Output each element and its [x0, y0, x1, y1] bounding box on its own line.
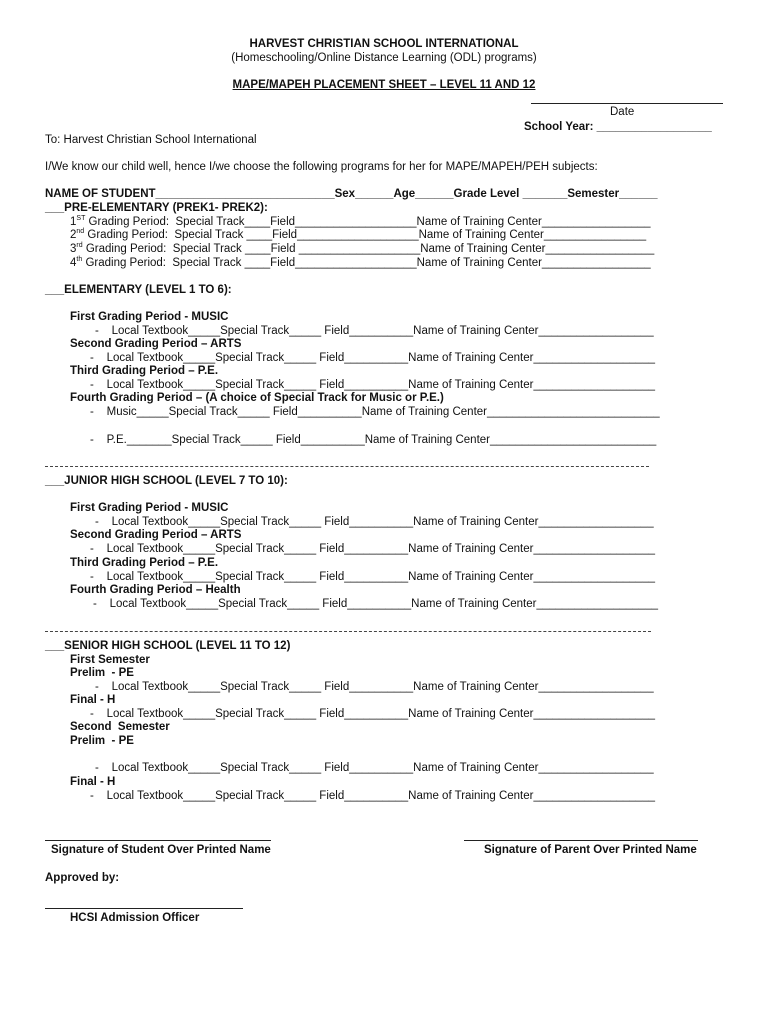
addressee: To: Harvest Christian School International [45, 134, 257, 146]
preelem-period-4[interactable]: 4th Grading Period: Special Track ____Field___________________Name of Training Center_________________ [70, 256, 651, 269]
approved-by-label: Approved by: [45, 872, 120, 884]
date-label: Date [610, 106, 635, 118]
elem-period-3: Third Grading Period – P.E. [70, 365, 219, 377]
elem-period-4-music-option[interactable]: - Music_____Special Track_____ Field__________Name of Training Center___________________________ [90, 406, 660, 418]
student-signature-label: Signature of Student Over Printed Name [51, 844, 271, 856]
shs-sem2-final-option[interactable]: - Local Textbook_____Special Track_____ Field__________Name of Training Center___________________ [90, 790, 655, 802]
jhs-period-4-option[interactable]: - Local Textbook_____Special Track_____ Field__________Name of Training Center___________________ [93, 598, 658, 610]
school-name: HARVEST CHRISTIAN SCHOOL INTERNATIONAL [249, 38, 519, 50]
jhs-period-1: First Grading Period - MUSIC [70, 502, 229, 514]
senior-heading[interactable]: ___SENIOR HIGH SCHOOL (LEVEL 11 TO 12) [45, 640, 291, 652]
elem-period-2-option[interactable]: - Local Textbook_____Special Track_____ Field__________Name of Training Center___________________ [90, 352, 655, 364]
jhs-period-3: Third Grading Period – P.E. [70, 557, 219, 569]
elem-period-3-option[interactable]: - Local Textbook_____Special Track_____ Field__________Name of Training Center___________________ [90, 379, 655, 391]
elem-period-4: Fourth Grading Period – (A choice of Special Track for Music or P.E.) [70, 392, 444, 404]
officer-label: HCSI Admission Officer [70, 912, 200, 924]
shs-first-semester: First Semester [70, 654, 150, 666]
date-line[interactable] [531, 103, 723, 104]
preelem-period-1[interactable]: 1ST Grading Period: Special Track____Field___________________Name of Training Center_________________ [70, 215, 651, 228]
parent-signature-line[interactable] [464, 840, 698, 841]
shs-sem2-prelim-option[interactable]: - Local Textbook_____Special Track_____ Field__________Name of Training Center__________________ [95, 762, 654, 774]
jhs-period-1-option[interactable]: - Local Textbook_____Special Track_____ Field__________Name of Training Center__________________ [95, 516, 654, 528]
elem-period-4-pe-option[interactable]: - P.E._______Special Track_____ Field__________Name of Training Center__________________________ [90, 434, 657, 446]
jhs-period-3-option[interactable]: - Local Textbook_____Special Track_____ Field__________Name of Training Center___________________ [90, 571, 655, 583]
parent-signature-label: Signature of Parent Over Printed Name [484, 844, 697, 856]
shs-sem1-prelim: Prelim - PE [70, 667, 134, 679]
jhs-period-4: Fourth Grading Period – Health [70, 584, 241, 596]
shs-sem2-final: Final - H [70, 776, 116, 788]
preelem-period-2[interactable]: 2nd Grading Period: Special Track ____Field___________________Name of Training Center________________ [70, 228, 647, 241]
student-signature-line[interactable] [45, 840, 271, 841]
section-divider [45, 466, 649, 467]
preelem-period-3[interactable]: 3rd Grading Period: Special Track ____Field ___________________Name of Training Center_________________ [70, 242, 655, 255]
page-title: MAPE/MAPEH PLACEMENT SHEET – LEVEL 11 AND 12 [232, 79, 536, 91]
jhs-period-2-option[interactable]: - Local Textbook_____Special Track_____ Field__________Name of Training Center___________________ [90, 543, 655, 555]
elem-period-2: Second Grading Period – ARTS [70, 338, 242, 350]
elem-period-1-option[interactable]: - Local Textbook_____Special Track_____ Field__________Name of Training Center__________________ [95, 325, 654, 337]
shs-sem1-final: Final - H [70, 694, 116, 706]
shs-sem1-prelim-option[interactable]: - Local Textbook_____Special Track_____ Field__________Name of Training Center__________________ [95, 681, 654, 693]
jhs-period-2: Second Grading Period – ARTS [70, 529, 242, 541]
school-year-field[interactable]: School Year: __________________ [524, 121, 712, 133]
officer-signature-line[interactable] [45, 908, 243, 909]
shs-second-semester: Second Semester [70, 721, 170, 733]
intro-statement: I/We know our child well, hence I/we choose the following programs for her for MAPE/MAPEH/PEH subjects: [45, 161, 598, 173]
program-subtitle: (Homeschooling/Online Distance Learning (ODL) programs) [231, 52, 537, 64]
shs-sem2-prelim: Prelim - PE [70, 735, 134, 747]
shs-sem1-final-option[interactable]: - Local Textbook_____Special Track_____ Field__________Name of Training Center___________________ [90, 708, 655, 720]
section-divider [45, 631, 651, 632]
preelem-heading[interactable]: ___PRE-ELEMENTARY (PREK1- PREK2): [45, 202, 268, 214]
elementary-heading[interactable]: ___ELEMENTARY (LEVEL 1 TO 6): [45, 284, 232, 296]
elem-period-1: First Grading Period - MUSIC [70, 311, 229, 323]
junior-heading[interactable]: ___JUNIOR HIGH SCHOOL (LEVEL 7 TO 10): [45, 475, 288, 487]
student-info-line[interactable]: NAME OF STUDENT____________________________Sex______Age______Grade Level _______Semester______ [45, 188, 658, 200]
